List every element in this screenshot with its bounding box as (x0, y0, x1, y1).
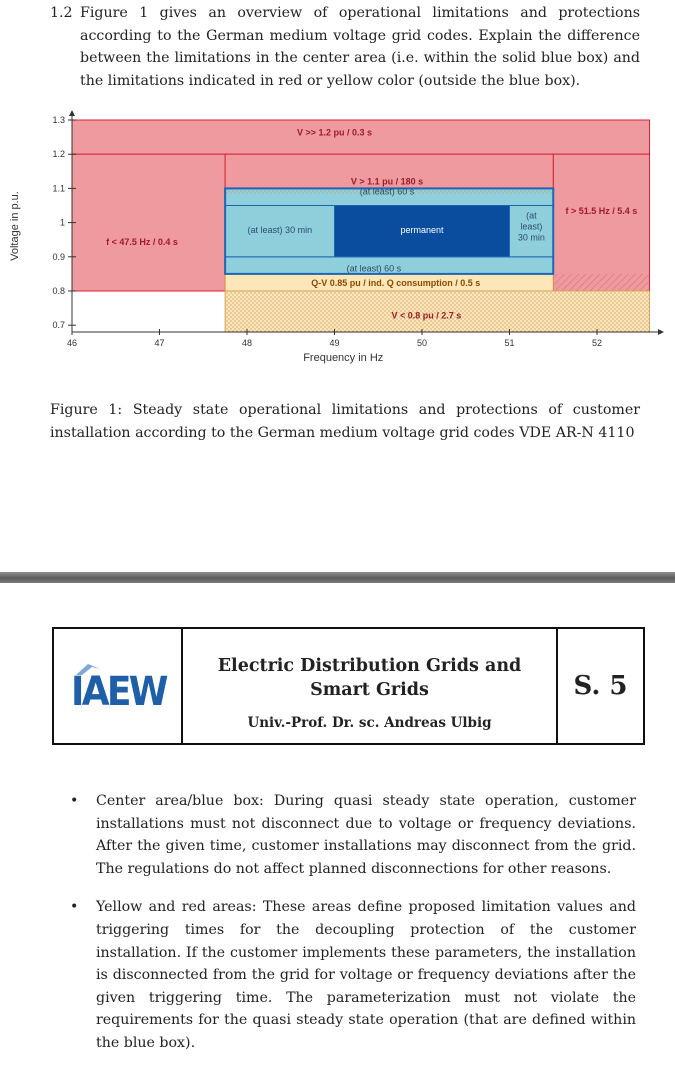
question-text: Figure 1 gives an overview of operational limitations and protections according to the German medium voltage grid codes. Explain the difference between the limitations in the center area (i.e. within the solid blue box) and the limitations indicated in red or yellow color (outside the blue box). (80, 5, 640, 89)
y-tick-label: 0.9 (52, 251, 65, 262)
y-axis-label: Voltage in p.u. (9, 191, 21, 261)
y-axis-arrow-icon (69, 110, 75, 116)
course-title-line2: Smart Grids (310, 680, 429, 700)
region-label-lower-60s: (at least) 60 s (346, 263, 402, 274)
solution-header (52, 627, 645, 745)
region-label-qv-protection: Q-V 0.85 pu / ind. Q consumption / 0.5 s (311, 278, 481, 289)
course-title (183, 654, 556, 702)
region-label-overvoltage-fast: V >> 1.2 pu / 0.3 s (296, 127, 373, 138)
answer-text-2: Yellow and red areas: These areas define proposed limitation values and triggering times for the decoupling protection of the customer installation. If the customer implements these parameters, the installation is disconnected from the grid for voltage or frequency deviations after the given triggering time. The parameterization must not violate the requirements for the quasi steady state operation (that are defined within the blue box). (96, 899, 636, 1051)
y-tick-label: 1 (59, 217, 65, 228)
x-axis-arrow-icon (658, 329, 664, 335)
region-underfrequency (72, 154, 225, 291)
x-tick-label: 52 (591, 338, 603, 349)
y-tick-label: 1.3 (52, 115, 65, 125)
y-tick-label: 0.8 (52, 286, 65, 296)
answer-text-1: Center area/blue box: During quasi steady state operation, customer installations must not disconnect due to voltage or frequency deviations. After the given time, customer installations may disconnect from the grid. The regulations do not affect planned disconnections for other reasons. (96, 793, 636, 877)
y-tick-label: 1.1 (52, 183, 65, 194)
region-label-underfrequency: f < 47.5 Hz / 0.4 s (106, 236, 178, 247)
region-label-high-freq-30min: least) (520, 221, 543, 232)
y-tick-label: 1.2 (52, 149, 65, 160)
x-tick-label: 50 (416, 338, 428, 349)
region-label-high-freq-30min: (at (526, 210, 537, 221)
bullet-dot-icon: • (70, 899, 79, 916)
region-label-upper-60s: (at least) 60 s (359, 186, 415, 197)
region-label-permanent: permanent (400, 224, 444, 235)
region-overfrequency (553, 154, 649, 291)
x-tick-label: 49 (329, 338, 340, 349)
course-cell (183, 629, 558, 743)
answer-list (70, 790, 636, 1071)
figure-caption: Figure 1: Steady state operational limitations and protections of customer installation according to the German medium voltage grid codes VDE AR-N 4110 (50, 402, 640, 441)
answer-bullet-2 (70, 896, 636, 1054)
question-number: 1.2 (50, 5, 73, 21)
course-title-line1: Electric Distribution Grids and (217, 656, 522, 676)
region-label-overfrequency: f > 51.5 Hz / 5.4 s (565, 206, 638, 217)
region-label-overvoltage-slow: V > 1.1 pu / 180 s (350, 176, 424, 187)
region-label-undervoltage: V < 0.8 pu / 2.7 s (391, 310, 462, 321)
x-tick-label: 46 (66, 338, 78, 349)
y-tick-label: 0.7 (52, 320, 65, 331)
question (50, 2, 640, 92)
hatched-area-2 (553, 274, 649, 291)
region-label-high-freq-30min: 30 min (517, 232, 545, 243)
x-tick-label: 51 (504, 338, 515, 349)
course-author: Univ.-Prof. Dr. sc. Andreas Ulbig (247, 715, 492, 731)
logo-cell (54, 629, 183, 743)
x-tick-label: 48 (241, 338, 253, 349)
x-axis-label: Frequency in Hz (303, 352, 384, 365)
page-divider (0, 572, 675, 583)
logo-text: IAEW (71, 669, 166, 715)
region-label-low-freq-30min: (at least) 30 min (247, 224, 313, 235)
bullet-dot-icon: • (70, 793, 79, 809)
x-tick-label: 47 (154, 338, 165, 349)
answer-bullet-1 (70, 790, 636, 880)
grid-code-diagram (0, 110, 675, 380)
page-number: S. 5 (573, 671, 628, 701)
